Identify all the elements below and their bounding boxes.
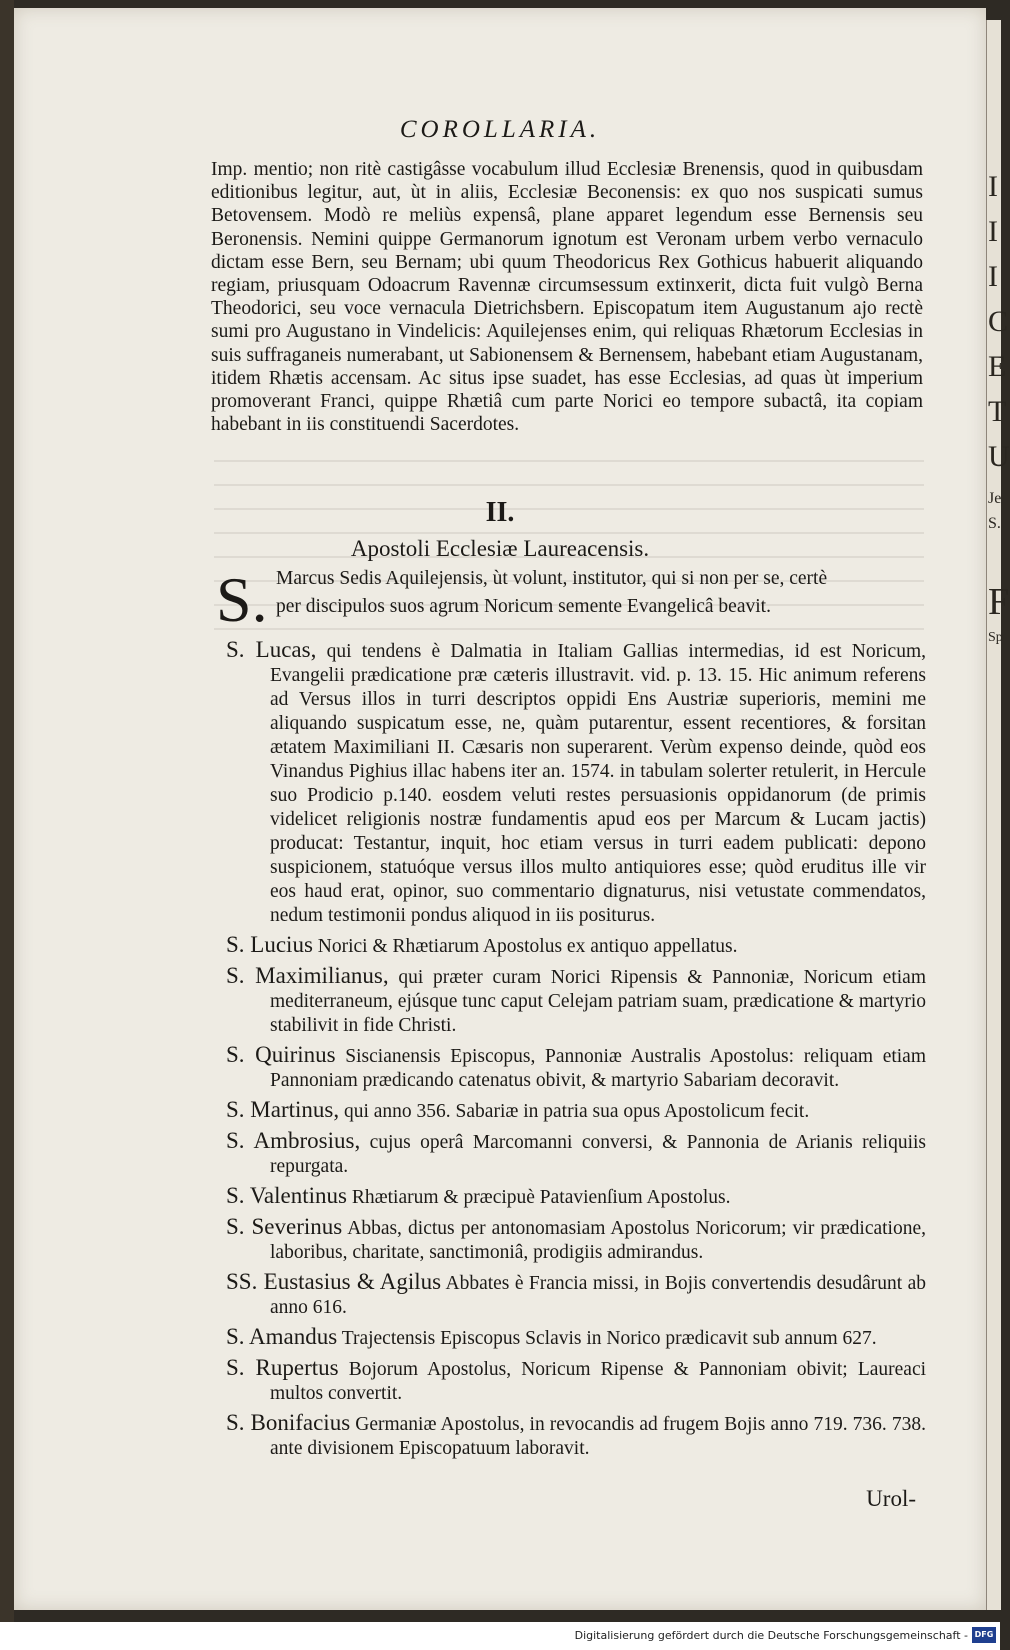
next-page-letter: I <box>988 170 998 203</box>
next-page-letter: U <box>988 440 1010 473</box>
catchword: Urol- <box>866 1486 916 1511</box>
next-page-letter: Sp <box>988 630 1003 645</box>
next-page-edge <box>986 20 1010 1610</box>
entry-text: qui præter curam Norici Ripensis & Pannoniæ, Noricum etiam mediterraneum, ejúsque tunc caput Celejam patriam suam, prædicatione & martyrio stabilivit in fide Christi. <box>270 967 926 1036</box>
entry-name: S. Rupertus <box>226 1355 339 1380</box>
entry-text: Abbates è Francia missi, in Bojis convertendis desudârunt ab anno 616. <box>270 1273 926 1318</box>
list-item <box>226 1098 926 1124</box>
entry-text: Abbas, dictus per antonomasiam Apostolus Noricorum; vir prædicatione, laboribus, charitate, sanctimoniâ, prodigiis admirandus. <box>270 1218 926 1263</box>
apostle-list <box>226 638 926 1466</box>
entry-text: Siscianensis Episcopus, Pannoniæ Australis Apostolus: reliquam etiam Pannoniam prædicando catenatus obivit, & martyrio Sabariam decoravit. <box>270 1046 927 1091</box>
entry-name: S. Quirinus <box>226 1042 336 1067</box>
entry-text: qui tendens è Dalmatia in Italiam Gallias intermedias, id est Noricum, Evangelii prædicatione præ cæteris illustravit. vid. p. 13. 15. Hic animum referens ad Versus illos in turri descriptos oppidi Ens Austriæ superioris, memini me aliquando suspicatum esse, ne, quàm putarentur, essent recentiores, & forsitan ætatem Maximiliani II. Cæsaris non superarent. Verùm expenso deinde, quòd eos Vinandus Pighius illac habens iter an. 1574. in tabulam solerter retulerit, in Hercule suo Prodicio p.140. eosdem veluti restes persuasionis oppidanorum (de primis videlicet religionis nostræ fundamentis apud eos per Marcum & Lucam jactis) producat: Testantur, inquit, hoc etiam versus in turri eadem publicati: depono suspicionem, statuóque versus illos multo antiquiores esse; quòd eruditus ille vir eos haud erat, opinor, suo commentario dignaturus, nisi vetustate commendatos, nedum testimonii pondus aliquod in iis positurus. <box>270 641 926 926</box>
entry-name: S. Bonifacius <box>226 1410 351 1435</box>
entry-name: S. Lucas, <box>226 637 317 662</box>
top-paragraph: Imp. mentio; non ritè castigâsse vocabulum illud Ecclesiæ Brenensis, quod in quibusdam editionibus legitur, aut, ùt in aliis, Ecclesiæ Beconensis: ex quo nos suspicati sumus Betovensem. Modò re meliùs expensâ, plane apparet legendum esse Bernensis seu Beronensis. Nemini quippe Germanorum ignotum est Veronam urbem verbo vernaculo dictam esse Bern, seu Bernam; ubi quum Theodoricus Rex Gothicus habuerit aliquando regiam, priusquam Odoacrum Ravennæ circumsessum extinxerit, dicta fuit vulgò Berna Theodorici, seu voce vernacula Dietrichsbern. Episcopatum item Augustanum ajo rectè sumi pro Augustano in Vindelicis: Aquilejenses enim, qui reliquas Rhætorum Ecclesias in suis suffraganeis numerabant, ut Sabionensem & Bernensem, habebant etiam Augustanam, itidem Rhætis accensam. Ac situs ipse suadet, has esse Ecclesias, ad quas ùt imperium promoverant Franci, quippe Rhætiâ cum parte Norici eo tempore subactâ, ita copiam habebant in iis constituendi Sacerdotes. <box>211 159 923 436</box>
entry-text: Norici & Rhætiarum Apostolus ex antiquo appellatus. <box>317 936 738 957</box>
list-item <box>226 638 926 928</box>
entry-text: Germaniæ Apostolus, in revocandis ad frugem Bojis anno 719. 736. 738. ante divisionem Episcopatuum laboravit. <box>270 1414 927 1459</box>
list-item <box>226 1184 926 1210</box>
drop-cap: S. <box>216 564 268 635</box>
section-title: Apostoli Ecclesiæ Laureacensis. <box>350 536 650 561</box>
entry-text: qui anno 356. Sabariæ in patria sua opus Apostolicum fecit. <box>343 1101 810 1122</box>
list-item <box>226 1325 926 1351</box>
next-page-letter: S. <box>988 515 1001 532</box>
next-page-letter: T <box>988 395 1007 428</box>
section-number: II. <box>485 497 515 528</box>
entry-name: S. Maximilianus, <box>226 963 389 988</box>
footer-bar <box>0 1622 1000 1650</box>
next-page-letter: I <box>988 260 998 293</box>
entry-name: S. Amandus <box>226 1324 338 1349</box>
list-item <box>226 1043 926 1093</box>
list-item <box>226 933 926 959</box>
next-page-letter: Je <box>988 490 1002 507</box>
list-item <box>226 1215 926 1265</box>
entry-name: S. Severinus <box>226 1214 343 1239</box>
dfg-logo: DFG <box>972 1627 996 1643</box>
next-page-letter: C <box>988 305 1009 338</box>
entry-name: SS. Eustasius & Agilus <box>226 1269 442 1294</box>
list-item <box>226 1411 926 1461</box>
entry-name: S. Valentinus <box>226 1183 347 1208</box>
entry-text: Rhætiarum & præcipuè Patavienſium Apostolus. <box>351 1187 731 1208</box>
book-page <box>14 8 986 1610</box>
entry-name: S. Martinus, <box>226 1097 340 1122</box>
running-head: COROLLARIA. <box>399 116 601 143</box>
digitization-credit: Digitalisierung gefördert durch die Deutsche Forschungsgemeinschaft - <box>574 1629 968 1642</box>
entry-text: Bojorum Apostolus, Noricum Ripense & Pannoniam obivit; Laureaci multos convertit. <box>270 1359 927 1404</box>
next-page-letter: I <box>988 215 998 248</box>
list-item <box>226 1356 926 1406</box>
entry-name: S. Lucius <box>226 932 313 957</box>
entry-text: cujus operâ Marcomanni conversi, & Pannonia de Arianis reliquiis repurgata. <box>270 1132 927 1177</box>
list-item <box>226 1270 926 1320</box>
list-item <box>226 964 926 1038</box>
next-page-letter: F <box>988 581 1010 623</box>
dropcap-line-1: Marcus Sedis Aquilejensis, ùt volunt, institutor, qui si non per se, certè <box>276 568 828 589</box>
next-page-letter: E <box>988 350 1007 383</box>
entry-text: Trajectensis Episcopus Sclavis in Norico prædicavit sub annum 627. <box>341 1328 877 1349</box>
list-item <box>226 1129 926 1179</box>
scan-left-edge <box>0 0 14 1650</box>
dropcap-line-2: per discipulos suos agrum Noricum semente Evangelicâ beavit. <box>276 596 771 617</box>
entry-name: S. Ambrosius, <box>226 1128 361 1153</box>
